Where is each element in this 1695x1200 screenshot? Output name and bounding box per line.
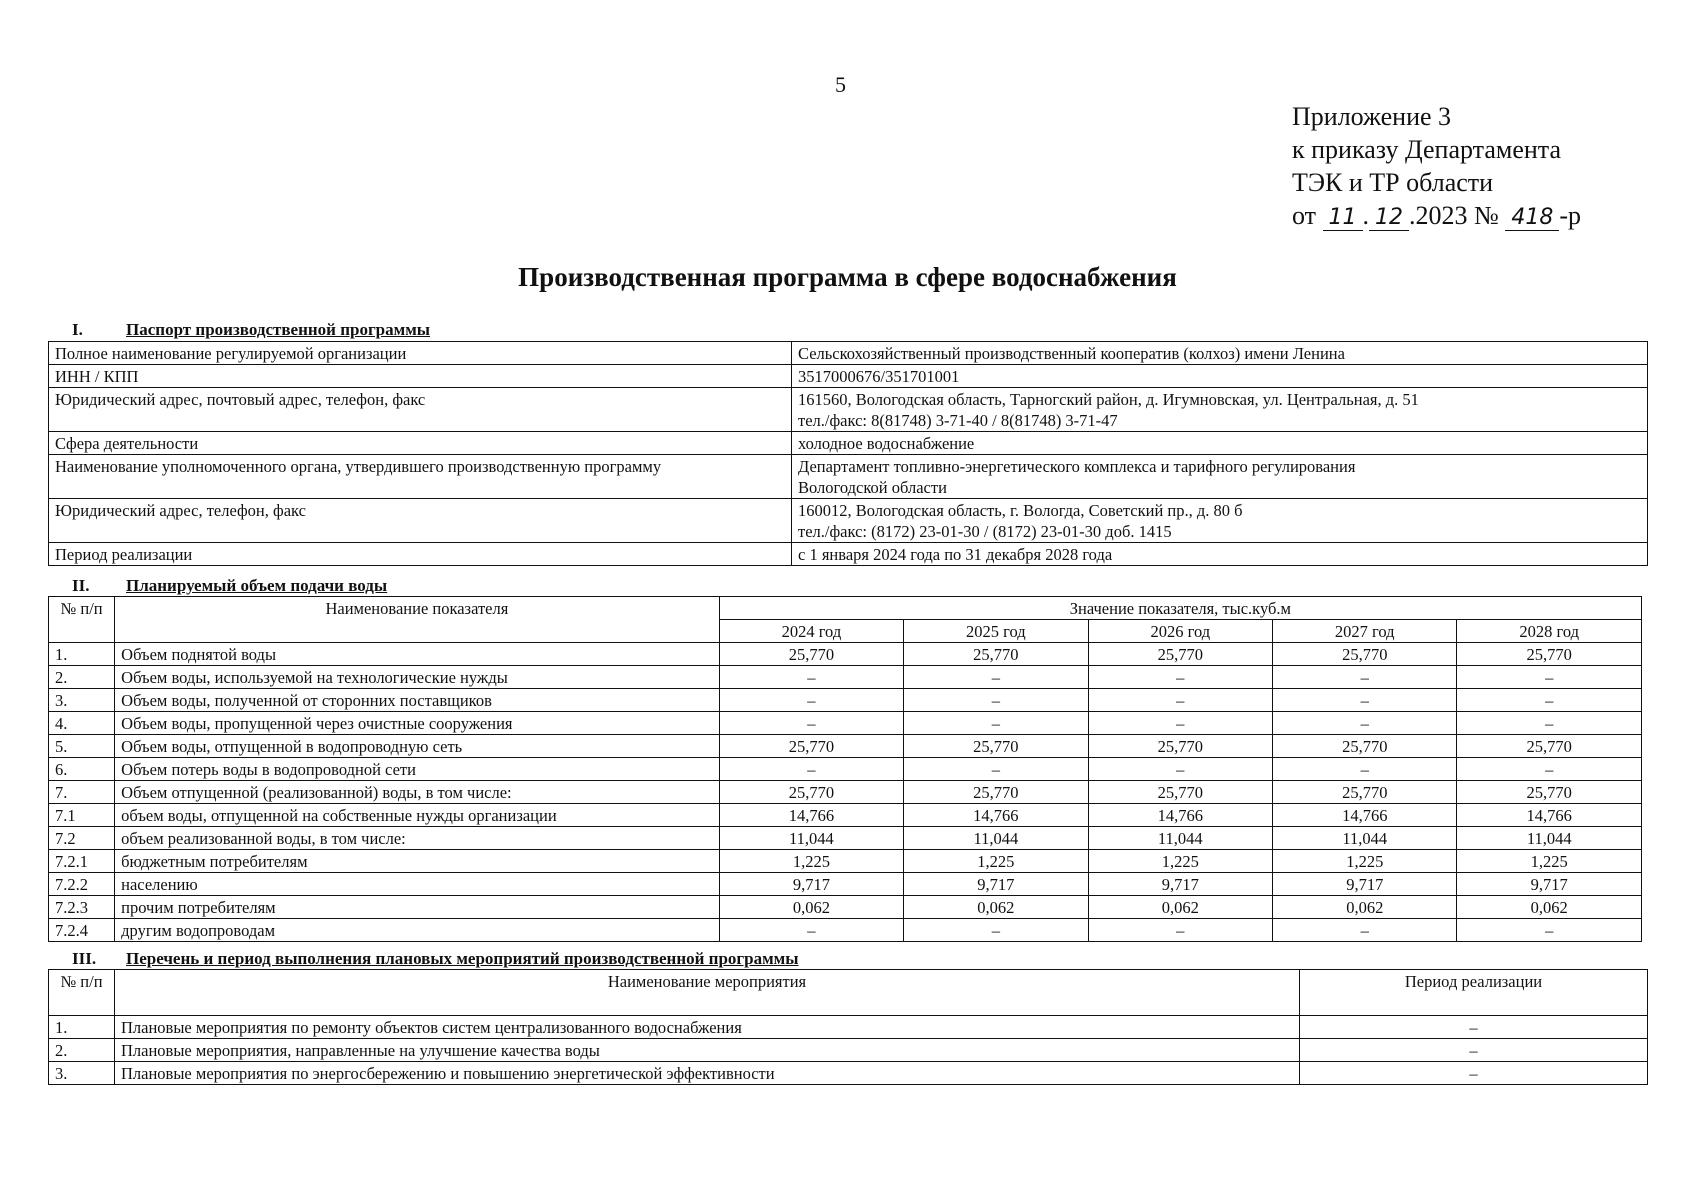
- row-value: –: [1457, 689, 1642, 712]
- row-value: 25,770: [904, 781, 1088, 804]
- section-2-number: II.: [72, 576, 90, 595]
- passport-value-line: тел./факс: 8(81748) 3-71-40 / 8(81748) 3-71-47: [798, 411, 1118, 430]
- row-value: 14,766: [1457, 804, 1642, 827]
- passport-value-line: 160012, Вологодская область, г. Вологда, Советский пр., д. 80 б: [798, 501, 1243, 520]
- row-value: –: [1273, 712, 1457, 735]
- passport-label: Сфера деятельности: [49, 432, 792, 455]
- table-row: [49, 735, 1642, 758]
- passport-row: [49, 342, 1648, 365]
- section-1-heading: [72, 320, 430, 340]
- row-value: –: [904, 712, 1088, 735]
- row-value: 0,062: [1273, 896, 1457, 919]
- passport-label: Полное наименование регулируемой организации: [49, 342, 792, 365]
- row-indicator-name: Объем воды, полученной от сторонних поставщиков: [115, 689, 720, 712]
- appendix-line-1: Приложение 3: [1292, 102, 1452, 131]
- row-value: 9,717: [719, 873, 903, 896]
- passport-value: [792, 499, 1648, 543]
- row-indicator-name: прочим потребителям: [115, 896, 720, 919]
- passport-row: [49, 455, 1648, 499]
- row-value: 11,044: [1273, 827, 1457, 850]
- passport-value-line: Вологодской области: [798, 478, 947, 497]
- row-value: 9,717: [1273, 873, 1457, 896]
- row-value: 11,044: [1457, 827, 1642, 850]
- section-3-number: III.: [72, 949, 97, 968]
- appendix-date-line: от 11 . 12 .2023 № 418 -р: [1292, 201, 1582, 230]
- row-value: 11,044: [904, 827, 1088, 850]
- row-measure-name: Плановые мероприятия по энергосбережению и повышению энергетической эффективности: [115, 1062, 1300, 1085]
- section-3-heading: [72, 949, 799, 969]
- row-value: 1,225: [1273, 850, 1457, 873]
- row-value: –: [719, 712, 903, 735]
- row-indicator-name: Объем воды, пропущенной через очистные сооружения: [115, 712, 720, 735]
- row-number: 7.2.3: [49, 896, 115, 919]
- table-row: [49, 827, 1642, 850]
- passport-value-line: 161560, Вологодская область, Тарногский район, д. Игумновская, ул. Центральная, д. 51: [798, 390, 1419, 409]
- col-header-year: 2028 год: [1457, 620, 1642, 643]
- passport-value: [792, 388, 1648, 432]
- col-header-num: № п/п: [49, 970, 115, 1016]
- passport-value: [792, 432, 1648, 455]
- row-number: 1.: [49, 1016, 115, 1039]
- row-measure-name: Плановые мероприятия по ремонту объектов систем централизованного водоснабжения: [115, 1016, 1300, 1039]
- order-suffix: -р: [1559, 201, 1582, 230]
- row-value: 11,044: [719, 827, 903, 850]
- table-row: [49, 758, 1642, 781]
- order-number: 418: [1505, 206, 1559, 231]
- row-value: –: [904, 758, 1088, 781]
- row-value: –: [1457, 666, 1642, 689]
- table-row: [49, 850, 1642, 873]
- table-row: [49, 919, 1642, 942]
- col-header-year: 2027 год: [1273, 620, 1457, 643]
- row-value: 9,717: [1088, 873, 1272, 896]
- section-2-title: Планируемый объем подачи воды: [126, 576, 388, 595]
- section-3-title: Перечень и период выполнения плановых мероприятий производственной программы: [126, 949, 799, 968]
- date-year: .2023 №: [1409, 201, 1499, 230]
- passport-value-line: холодное водоснабжение: [798, 434, 975, 453]
- table-row: [49, 873, 1642, 896]
- passport-label: Период реализации: [49, 543, 792, 566]
- row-value: 1,225: [1457, 850, 1642, 873]
- row-value: 14,766: [719, 804, 903, 827]
- row-value: 0,062: [904, 896, 1088, 919]
- row-value: –: [1273, 758, 1457, 781]
- row-value: –: [1273, 666, 1457, 689]
- col-header-year: 2024 год: [719, 620, 903, 643]
- date-day: 11: [1323, 206, 1363, 231]
- row-number: 7.1: [49, 804, 115, 827]
- row-value: 25,770: [1457, 643, 1642, 666]
- row-value: –: [1088, 758, 1272, 781]
- row-indicator-name: Объем воды, отпущенной в водопроводную сеть: [115, 735, 720, 758]
- passport-row: [49, 543, 1648, 566]
- table-row: [49, 781, 1642, 804]
- row-value: 1,225: [1088, 850, 1272, 873]
- passport-row: [49, 499, 1648, 543]
- row-value: 14,766: [1273, 804, 1457, 827]
- col-header-values: Значение показателя, тыс.куб.м: [719, 597, 1641, 620]
- row-value: 0,062: [1088, 896, 1272, 919]
- row-number: 2.: [49, 666, 115, 689]
- passport-value-line: Департамент топливно-энергетического комплекса и тарифного регулирования: [798, 457, 1356, 476]
- appendix-line-2: к приказу Департамента: [1292, 135, 1562, 164]
- table-row: [49, 689, 1642, 712]
- col-header-year: 2025 год: [904, 620, 1088, 643]
- passport-label: Юридический адрес, почтовый адрес, телефон, факс: [49, 388, 792, 432]
- row-value: 25,770: [1273, 781, 1457, 804]
- table-row: [49, 712, 1642, 735]
- row-value: 25,770: [904, 735, 1088, 758]
- row-value: –: [904, 919, 1088, 942]
- row-value: 0,062: [719, 896, 903, 919]
- section-1-number: I.: [72, 320, 83, 339]
- passport-value-line: 3517000676/351701001: [798, 367, 960, 386]
- row-value: –: [1457, 919, 1642, 942]
- row-value: 11,044: [1088, 827, 1272, 850]
- passport-label: Наименование уполномоченного органа, утвердившего производственную программу: [49, 455, 792, 499]
- row-value: –: [719, 758, 903, 781]
- page-number: 5: [835, 72, 846, 97]
- row-value: –: [1457, 758, 1642, 781]
- row-number: 2.: [49, 1039, 115, 1062]
- row-indicator-name: Объем воды, используемой на технологические нужды: [115, 666, 720, 689]
- row-value: –: [904, 689, 1088, 712]
- row-number: 7.2.4: [49, 919, 115, 942]
- row-number: 7.2.1: [49, 850, 115, 873]
- passport-table: [48, 341, 1648, 566]
- row-value: 9,717: [904, 873, 1088, 896]
- section-2-heading: [72, 576, 387, 596]
- col-header-measure: Наименование мероприятия: [115, 970, 1300, 1016]
- row-indicator-name: Объем отпущенной (реализованной) воды, в том числе:: [115, 781, 720, 804]
- row-number: 3.: [49, 689, 115, 712]
- row-value: –: [1088, 919, 1272, 942]
- table-row: [49, 643, 1642, 666]
- col-header-year: 2026 год: [1088, 620, 1272, 643]
- row-indicator-name: объем воды, отпущенной на собственные нужды организации: [115, 804, 720, 827]
- passport-value-line: тел./факс: (8172) 23-01-30 / (8172) 23-01-30 доб. 1415: [798, 522, 1172, 541]
- row-indicator-name: другим водопроводам: [115, 919, 720, 942]
- row-value: –: [719, 666, 903, 689]
- passport-label: ИНН / КПП: [49, 365, 792, 388]
- row-value: –: [1088, 712, 1272, 735]
- table-row: [49, 1016, 1648, 1039]
- row-period: –: [1300, 1062, 1648, 1085]
- col-header-period: Период реализации: [1300, 970, 1648, 1016]
- row-value: –: [1088, 689, 1272, 712]
- col-header-num: № п/п: [49, 597, 115, 643]
- table-row: [49, 896, 1642, 919]
- appendix-block: [1292, 100, 1581, 232]
- row-value: –: [904, 666, 1088, 689]
- row-number: 7.2.2: [49, 873, 115, 896]
- row-value: 9,717: [1457, 873, 1642, 896]
- row-value: 25,770: [1457, 735, 1642, 758]
- row-value: 25,770: [1088, 735, 1272, 758]
- row-value: 25,770: [719, 643, 903, 666]
- row-value: –: [719, 919, 903, 942]
- row-value: 25,770: [1088, 781, 1272, 804]
- row-value: 1,225: [904, 850, 1088, 873]
- row-indicator-name: населению: [115, 873, 720, 896]
- passport-value-line: с 1 января 2024 года по 31 декабря 2028 года: [798, 545, 1113, 564]
- row-number: 4.: [49, 712, 115, 735]
- row-value: 25,770: [1088, 643, 1272, 666]
- passport-value: [792, 342, 1648, 365]
- water-volume-table: [48, 596, 1642, 942]
- row-value: 25,770: [719, 781, 903, 804]
- row-value: 25,770: [1273, 643, 1457, 666]
- row-value: 25,770: [904, 643, 1088, 666]
- row-value: –: [719, 689, 903, 712]
- table-row: [49, 1039, 1648, 1062]
- date-month: 12: [1369, 206, 1409, 231]
- passport-row: [49, 432, 1648, 455]
- row-value: 14,766: [1088, 804, 1272, 827]
- passport-value: [792, 543, 1648, 566]
- row-period: –: [1300, 1039, 1648, 1062]
- row-number: 5.: [49, 735, 115, 758]
- passport-value: [792, 455, 1648, 499]
- row-value: 25,770: [719, 735, 903, 758]
- date-prefix: от: [1292, 201, 1317, 230]
- row-number: 7.2: [49, 827, 115, 850]
- row-indicator-name: бюджетным потребителям: [115, 850, 720, 873]
- table-row: [49, 804, 1642, 827]
- table-row: [49, 1062, 1648, 1085]
- row-value: 1,225: [719, 850, 903, 873]
- appendix-line-3: ТЭК и ТР области: [1292, 168, 1494, 197]
- row-number: 6.: [49, 758, 115, 781]
- row-value: –: [1088, 666, 1272, 689]
- passport-value-line: Сельскохозяйственный производственный кооператив (колхоз) имени Ленина: [798, 344, 1345, 363]
- row-number: 7.: [49, 781, 115, 804]
- section-1-title: Паспорт производственной программы: [126, 320, 431, 339]
- row-indicator-name: объем реализованной воды, в том числе:: [115, 827, 720, 850]
- row-indicator-name: Объем поднятой воды: [115, 643, 720, 666]
- passport-value: [792, 365, 1648, 388]
- row-value: –: [1273, 919, 1457, 942]
- row-indicator-name: Объем потерь воды в водопроводной сети: [115, 758, 720, 781]
- passport-label: Юридический адрес, телефон, факс: [49, 499, 792, 543]
- row-value: 14,766: [904, 804, 1088, 827]
- row-number: 3.: [49, 1062, 115, 1085]
- row-value: 0,062: [1457, 896, 1642, 919]
- row-value: –: [1457, 712, 1642, 735]
- document-title: Производственная программа в сфере водоснабжения: [518, 262, 1177, 292]
- passport-row: [49, 388, 1648, 432]
- row-value: 25,770: [1457, 781, 1642, 804]
- row-period: –: [1300, 1016, 1648, 1039]
- row-value: –: [1273, 689, 1457, 712]
- passport-row: [49, 365, 1648, 388]
- row-value: 25,770: [1273, 735, 1457, 758]
- measures-table: [48, 969, 1648, 1085]
- row-number: 1.: [49, 643, 115, 666]
- col-header-name: Наименование показателя: [115, 597, 720, 643]
- row-measure-name: Плановые мероприятия, направленные на улучшение качества воды: [115, 1039, 1300, 1062]
- table-row: [49, 666, 1642, 689]
